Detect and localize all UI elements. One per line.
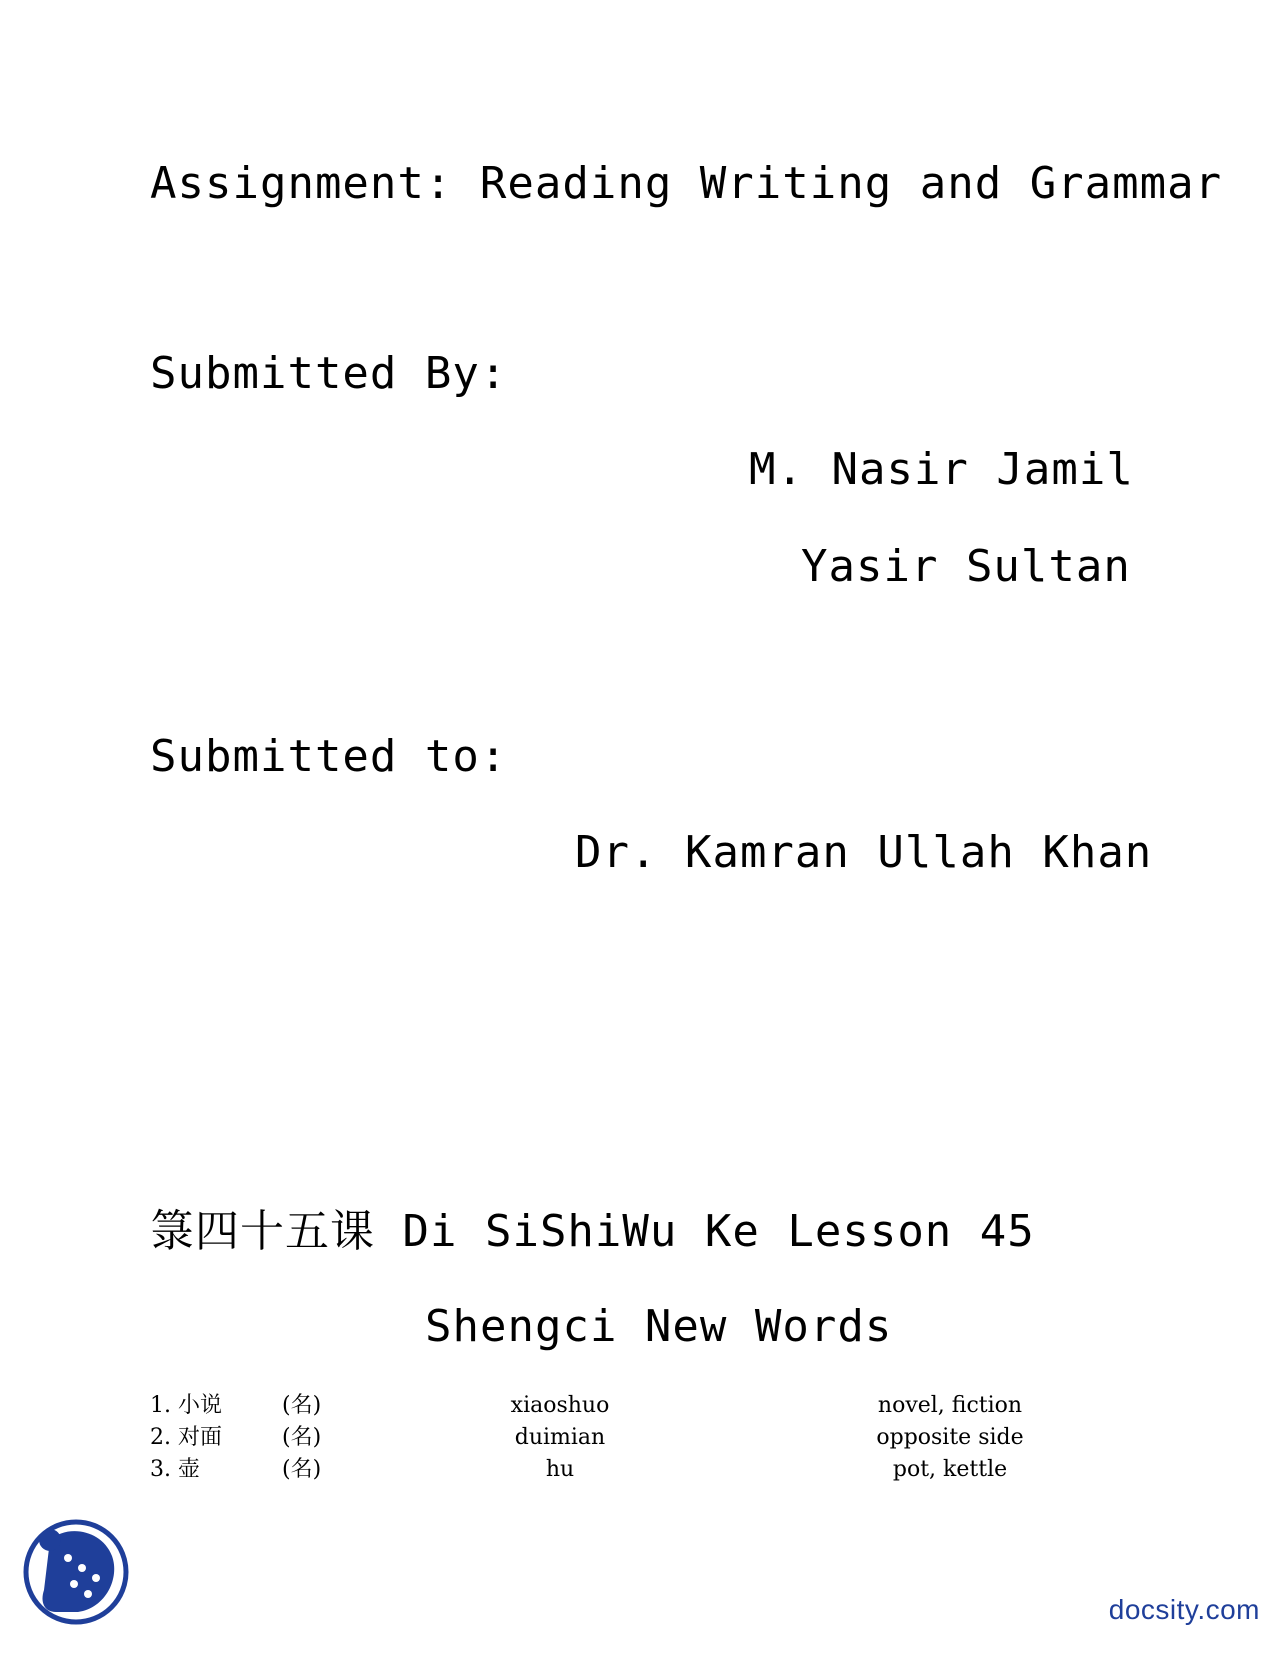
submitted-to-label: Submitted to: <box>150 731 508 782</box>
vocabulary-list <box>150 1390 1024 1486</box>
author-name: M. Nasir Jamil <box>749 444 1134 495</box>
assignment-title: Assignment: Reading Writing and Grammar <box>150 158 1223 209</box>
vocabulary-item <box>150 1390 1023 1422</box>
vocab-pinyin: duimian <box>514 1425 606 1450</box>
section-heading: Shengci New Words <box>425 1301 893 1352</box>
docsity-brand-link[interactable]: docsity.com <box>1108 1594 1260 1625</box>
instructor-name: Dr. Kamran Ullah Khan <box>575 827 1153 878</box>
vocab-word: 1. 小说 <box>150 1393 222 1418</box>
vocab-meaning: novel, fiction <box>877 1393 1023 1418</box>
vocab-pinyin: hu <box>545 1457 575 1482</box>
vocab-pinyin: xiaoshuo <box>510 1393 610 1418</box>
vocab-word: 3. 壶 <box>150 1457 200 1482</box>
vocab-part-of-speech: (名) <box>282 1425 322 1450</box>
submitted-by-label: Submitted By: <box>150 348 508 399</box>
author-name: Yasir Sultan <box>801 541 1131 592</box>
lesson-heading: 箓四十五课 Di SiShiWu Ke Lesson 45 <box>150 1206 1035 1257</box>
docsity-logo-icon[interactable] <box>20 1516 132 1628</box>
vocab-meaning: pot, kettle <box>892 1457 1008 1482</box>
vocab-word: 2. 对面 <box>150 1425 222 1450</box>
vocab-part-of-speech: (名) <box>282 1393 322 1418</box>
vocab-part-of-speech: (名) <box>282 1457 322 1482</box>
vocabulary-item <box>150 1422 1024 1454</box>
vocab-meaning: opposite side <box>876 1425 1024 1450</box>
vocabulary-item <box>150 1454 1010 1486</box>
